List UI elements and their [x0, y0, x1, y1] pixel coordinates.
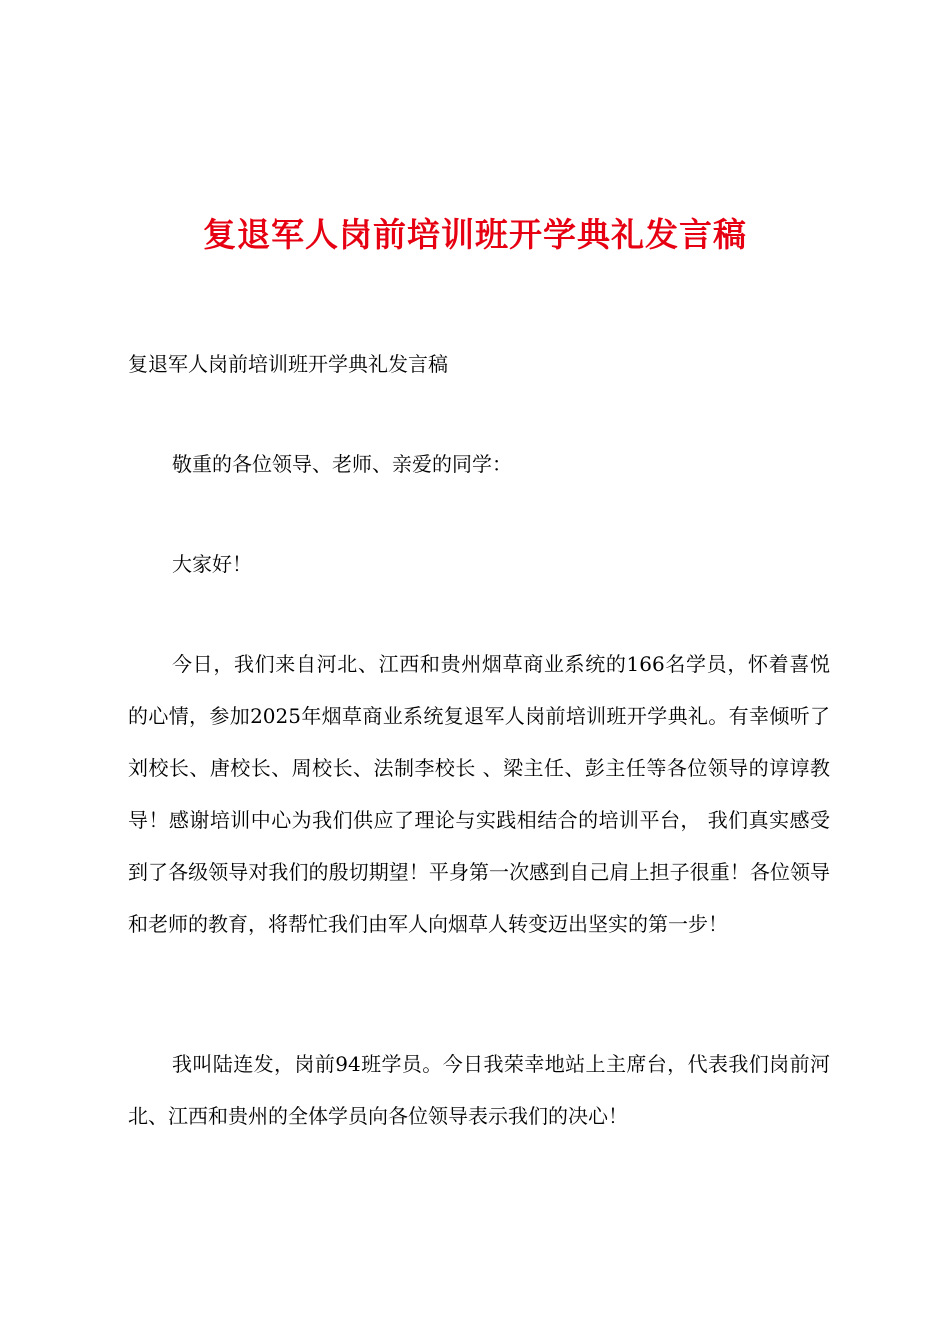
document-title: 复退军人岗前培训班开学典礼发言稿: [203, 215, 747, 254]
greeting-paragraph: 敬重的各位领导、老师、亲爱的同学：: [172, 452, 512, 476]
hello-paragraph: 大家好！: [172, 552, 252, 576]
body-paragraph-1: 今日，我们来自河北、江西和贵州烟草商业系统的166名学员，怀着喜悦的心情，参加2025年烟草商业系统复退军人岗前培训班开学典礼。有幸倾听了刘校长、唐校长、周校长、法制李校长 、梁主任、彭主任等各位领导的谆谆教导！感谢培训中心为我们供应了理论与实践相结合的培训平台， 我们真实感受到了各级领导对我们的殷切期望！平身第一次感到自己肩上担子很重！各位领导和老师的教育，将帮忙我们由军人向烟草人转变迈出坚实的第一步！: [128, 652, 830, 936]
body-paragraph-2: 我叫陆连发，岗前94班学员。今日我荣幸地站上主席台，代表我们岗前河北、江西和贵州的全体学员向各位领导表示我们的决心！: [128, 1052, 830, 1128]
document-subtitle: 复退军人岗前培训班开学典礼发言稿: [128, 352, 448, 376]
